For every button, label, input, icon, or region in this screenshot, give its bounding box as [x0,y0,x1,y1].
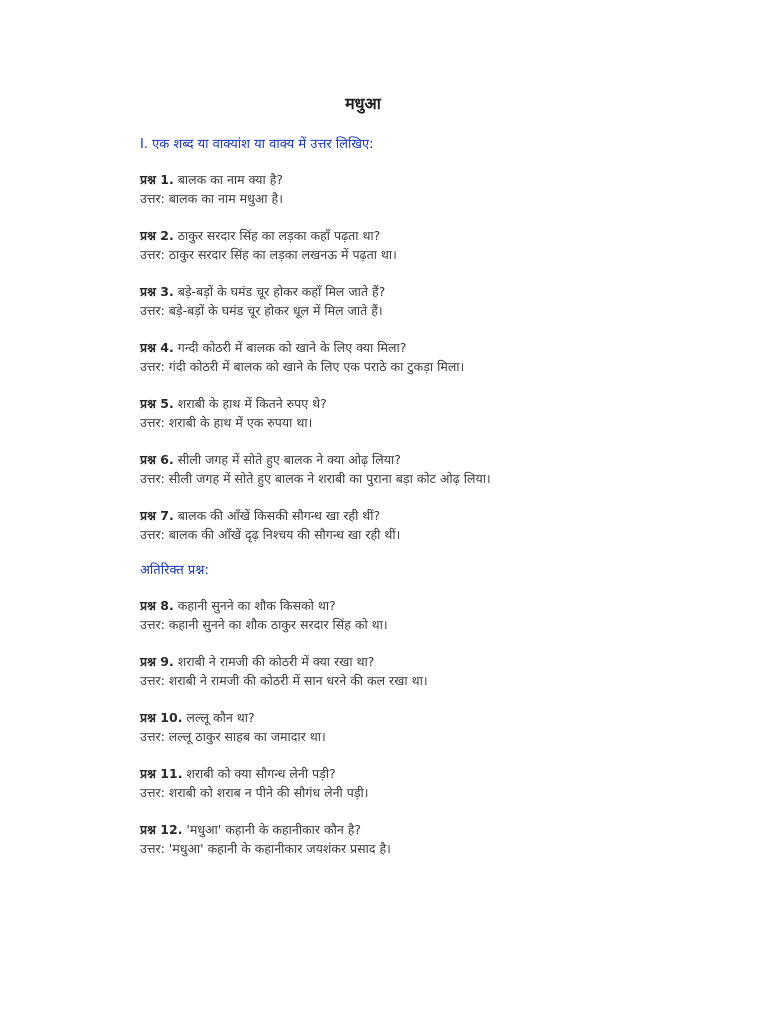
answer-line [140,301,580,320]
answer-line [140,413,580,432]
answer-label: उत्तर: [140,359,165,374]
question-line [140,596,580,615]
qa-item [140,652,580,690]
question-text: शराबी के हाथ में कितने रुपए थे? [173,396,327,411]
question-text: लल्लू कौन था? [182,710,255,725]
question-text: गन्दी कोठरी में बालक को खाने के लिए क्या मिला? [173,340,407,355]
qa-item [140,170,580,208]
answer-label: उत्तर: [140,247,165,262]
question-number: प्रश्न 4. [140,340,174,355]
answer-line [140,727,580,746]
question-line [140,708,580,727]
question-line [140,226,580,245]
answer-label: उत्तर: [140,841,165,856]
answer-line [140,357,580,376]
question-text: बालक का नाम क्या है? [173,172,284,187]
question-number: प्रश्न 10. [140,710,183,725]
answer-text: शराबी को शराब न पीने की सौगंध लेनी पड़ी। [164,785,369,800]
question-number: प्रश्न 6. [140,452,174,467]
question-list-extra [140,596,580,858]
question-line [140,450,580,469]
answer-text: बालक की आँखें दृढ़ निश्चय की सौगन्ध खा रही थीं। [164,527,401,542]
question-line [140,820,580,839]
answer-text: लल्लू ठाकुर साहब का जमादार था। [164,729,326,744]
answer-label: उत्तर: [140,785,165,800]
question-number: प्रश्न 12. [140,822,183,837]
answer-line [140,469,580,488]
qa-item [140,764,580,802]
answer-label: उत्तर: [140,303,165,318]
answer-text: बालक का नाम मधुआ है। [164,191,283,206]
document-page [140,92,580,876]
qa-item [140,596,580,634]
qa-item [140,226,580,264]
section-heading-extra: अतिरिक्त प्रश्न: [140,563,209,578]
question-line [140,506,580,525]
page-title: मधुआ [345,94,381,113]
answer-label: उत्तर: [140,617,165,632]
question-text: शराबी को क्या सौगन्ध लेनी पड़ी? [182,766,336,781]
qa-item [140,820,580,858]
question-number: प्रश्न 9. [140,654,174,669]
question-line [140,282,580,301]
answer-label: उत्तर: [140,471,165,486]
answer-label: उत्तर: [140,415,165,430]
answer-line [140,245,580,264]
question-text: 'मधुआ' कहानी के कहानीकार कौन है? [182,822,362,837]
answer-text: शराबी के हाथ में एक रुपया था। [164,415,313,430]
answer-line [140,615,580,634]
qa-item [140,282,580,320]
answer-text: ठाकुर सरदार सिंह का लड़का लखनऊ में पढ़ता था। [164,247,397,262]
answer-label: उत्तर: [140,673,165,688]
qa-item [140,338,580,376]
question-text: सीली जगह में सोते हुए बालक ने क्या ओढ़ लिया? [173,452,401,467]
question-number: प्रश्न 11. [140,766,183,781]
question-number: प्रश्न 5. [140,396,174,411]
question-line [140,764,580,783]
question-line [140,338,580,357]
answer-line [140,189,580,208]
qa-item [140,450,580,488]
question-list-main [140,170,580,544]
question-text: शराबी ने रामजी की कोठरी में क्या रखा था? [173,654,375,669]
answer-line [140,525,580,544]
answer-line [140,783,580,802]
answer-line [140,671,580,690]
question-line [140,394,580,413]
question-number: प्रश्न 8. [140,598,174,613]
qa-item [140,708,580,746]
answer-text: कहानी सुनने का शौक ठाकुर सरदार सिंह को था। [164,617,388,632]
answer-text: गंदी कोठरी में बालक को खाने के लिए एक पराठे का टुकड़ा मिला। [164,359,465,374]
answer-label: उत्तर: [140,527,165,542]
question-line [140,652,580,671]
question-text: ठाकुर सरदार सिंह का लड़का कहाँ पढ़ता था? [173,228,381,243]
answer-line [140,839,580,858]
question-number: प्रश्न 3. [140,284,174,299]
answer-text: सीली जगह में सोते हुए बालक ने शराबी का पुराना बड़ा कोट ओढ़ लिया। [164,471,491,486]
answer-label: उत्तर: [140,191,165,206]
answer-text: बड़े-बड़ों के घमंड चूर होकर धूल में मिल जाते हैं। [164,303,383,318]
answer-label: उत्तर: [140,729,165,744]
question-text: कहानी सुनने का शौक किसको था? [173,598,336,613]
section-heading-one-word: I. एक शब्द या वाक्यांश या वाक्य में उत्तर लिखिए: [140,137,374,152]
question-text: बड़े-बड़ों के घमंड चूर होकर कहाँ मिल जाते हैं? [173,284,386,299]
qa-item [140,394,580,432]
answer-text: शराबी ने रामजी की कोठरी में सान धरने की कल रखा था। [164,673,428,688]
question-line [140,170,580,189]
qa-item [140,506,580,544]
question-number: प्रश्न 7. [140,508,174,523]
answer-text: 'मधुआ' कहानी के कहानीकार जयशंकर प्रसाद है। [164,841,391,856]
question-number: प्रश्न 2. [140,228,174,243]
question-text: बालक की आँखें किसकी सौगन्ध खा रही थीं? [173,508,381,523]
question-number: प्रश्न 1. [140,172,174,187]
